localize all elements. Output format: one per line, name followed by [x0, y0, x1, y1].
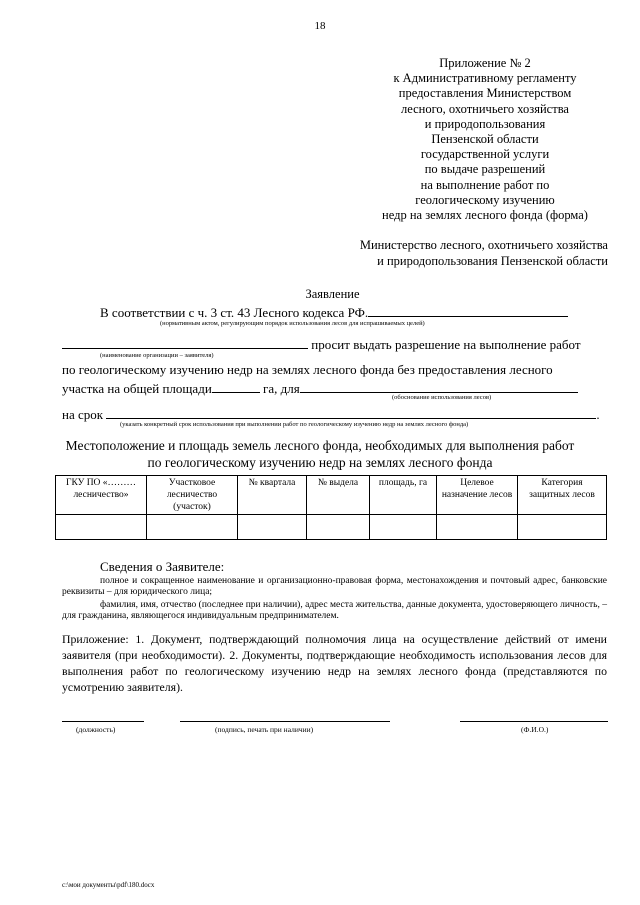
table-heading-line-2: по геологическому изучению недр на землях лесного фонда	[147, 454, 493, 470]
position-caption: (должность)	[76, 725, 116, 734]
table-cell[interactable]	[437, 515, 518, 540]
applicant-info-individual: фамилия, имя, отчество (последнее при наличии), адрес места жительства, данные документа, удостоверяющего личность, – для гражданина, являющегося индивидуальным предпринимателем.	[62, 600, 607, 622]
ministry-line-1: Министерство лесного, охотничьего хозяйства	[359, 238, 608, 252]
organization-caption: (наименование организации – заявителя)	[100, 352, 214, 359]
table-heading-line-1: Местоположение и площадь земель лесного фонда, необходимых для выполнения работ	[65, 438, 575, 453]
purpose-line: по геологическому изучению недр на землях лесного фонда без предоставления лесного	[62, 362, 553, 377]
area-text: участка на общей площади	[62, 381, 212, 396]
position-line[interactable]	[62, 721, 144, 722]
table-cell[interactable]	[307, 515, 370, 540]
table-cell[interactable]	[518, 515, 607, 540]
term-dot: .	[596, 407, 600, 422]
table-cell[interactable]	[238, 515, 307, 540]
area-blank[interactable]	[212, 380, 260, 393]
appendix-line: к Административному регламенту	[393, 71, 577, 86]
appendix-block	[340, 56, 630, 223]
basis-caption: (нормативным актом, регулирующим порядок использования лесов для испрашиваемых целей)	[160, 320, 425, 327]
basis-line	[100, 304, 568, 321]
organization-blank[interactable]	[62, 336, 308, 349]
appendix-line: предоставления Министерством	[398, 86, 572, 101]
basis-blank[interactable]	[368, 304, 568, 317]
name-caption: (Ф.И.О.)	[521, 725, 549, 734]
appendix-line: Пензенской области	[431, 132, 539, 147]
applicant-info-legal: полное и сокращенное наименование и организационно-правовая форма, местонахождения и почтовый адрес, банковские реквизиты – для юридического лица;	[62, 576, 607, 598]
applicant-heading: Сведения о Заявителе:	[100, 559, 225, 574]
term-caption: (указать конкретный срок использования при выполнении работ по геологическому изучению недр на землях лесного фонда)	[120, 421, 469, 428]
form-title: Заявление	[305, 287, 360, 301]
signature-line[interactable]	[180, 721, 390, 722]
table-cell[interactable]	[56, 515, 147, 540]
header-district-forestry: Участковое лесничество (участок)	[147, 476, 238, 515]
header-protection-category: Категория защитных лесов	[518, 476, 607, 515]
header-forestry: ГКУ ПО «……… лесничество»	[56, 476, 147, 515]
appendix-line: государственной услуги	[420, 147, 550, 162]
header-area: площадь, га	[370, 476, 437, 515]
name-line[interactable]	[460, 721, 608, 722]
ministry-recipient	[300, 237, 608, 269]
appendix-line: геологическому изучению	[415, 192, 555, 207]
ministry-line-2: и природопользования Пензенской области	[377, 254, 608, 268]
table-heading	[40, 438, 600, 471]
appendix-line: на выполнение работ по	[420, 177, 550, 192]
term-blank[interactable]	[106, 406, 596, 419]
request-text: просит выдать разрешение на выполнение работ	[311, 337, 581, 352]
table-cell[interactable]	[147, 515, 238, 540]
header-quarter-number: № квартала	[238, 476, 307, 515]
forest-lands-table	[55, 475, 607, 540]
header-section-number: № выдела	[307, 476, 370, 515]
page-number: 18	[314, 20, 326, 32]
attachment-text: Приложение: 1. Документ, подтверждающий полномочия лица на осуществление действий от имени заявителя (при необходимости). 2. Документы, подтверждающие необходимость использования лесов для выполнения работ по геологическому изучению недр на землях лесного фонда (представляются по усмотрению заявителя).	[62, 632, 607, 694]
table-row	[56, 515, 607, 540]
area-line	[62, 380, 578, 397]
footer-file-path: c:\мои документы\pdf\180.docx	[62, 881, 155, 889]
basis-text: В соответствии с ч. 3 ст. 43 Лесного кодекса РФ.	[100, 305, 369, 320]
term-text: на срок	[62, 407, 104, 422]
appendix-line: по выдаче разрешений	[424, 162, 546, 177]
justification-blank[interactable]	[300, 380, 578, 393]
table-cell[interactable]	[370, 515, 437, 540]
table-header-row	[56, 476, 607, 515]
header-purpose: Целевое назначение лесов	[437, 476, 518, 515]
appendix-line: лесного, охотничьего хозяйства	[401, 101, 569, 116]
area-unit-text: га, для	[263, 381, 300, 396]
appendix-line: недр на землях лесного фонда (форма)	[382, 208, 588, 223]
signature-caption: (подпись, печать при наличии)	[215, 725, 314, 734]
justification-caption: (обоснование использования лесов)	[392, 394, 492, 401]
appendix-line: Приложение № 2	[439, 56, 531, 70]
applicant-line	[62, 336, 581, 353]
appendix-line: и природопользования	[424, 116, 546, 131]
